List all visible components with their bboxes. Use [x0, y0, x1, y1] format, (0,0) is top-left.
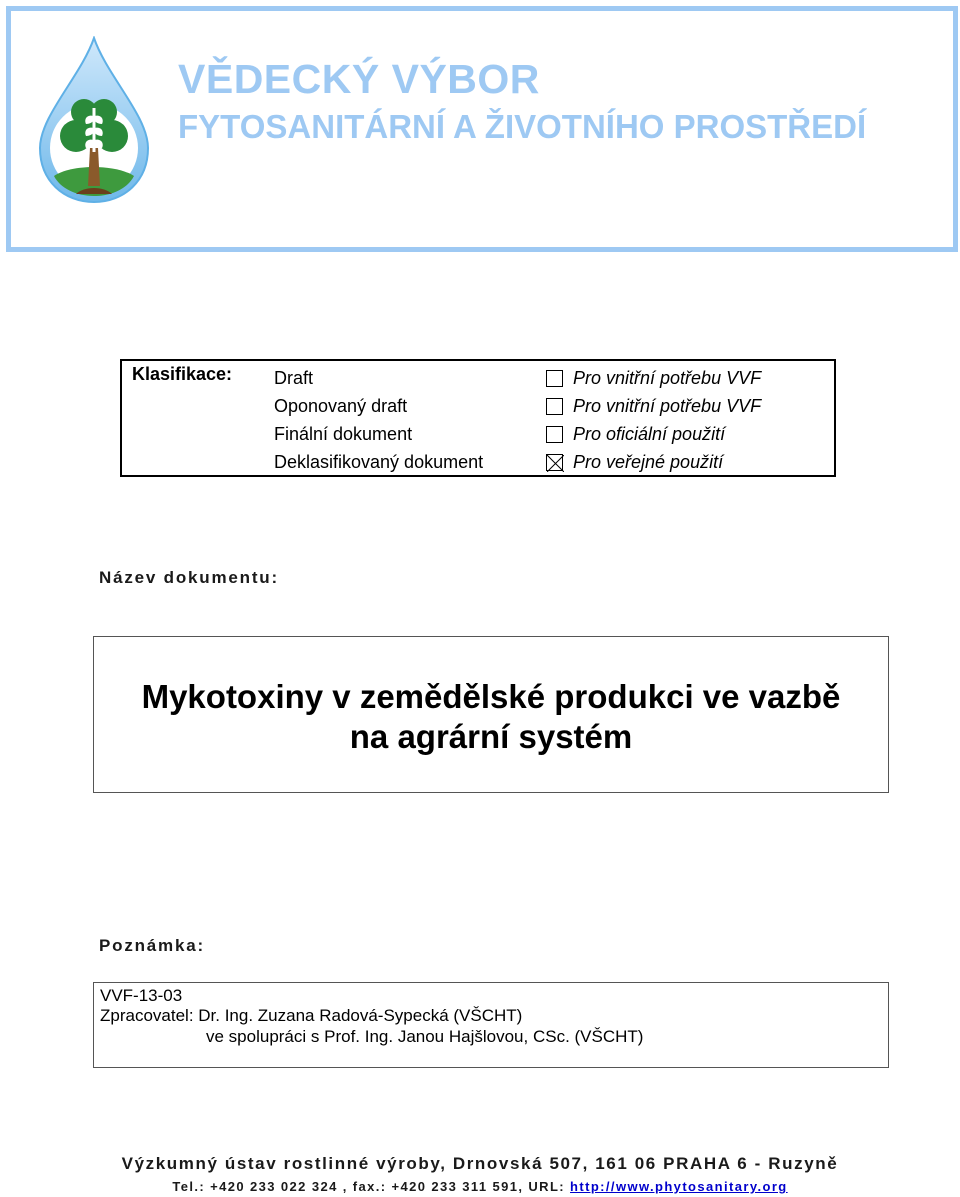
classification-level: Draft	[274, 368, 314, 388]
checkbox[interactable]	[546, 426, 563, 443]
contact-text: Tel.: +420 233 022 324 , fax.: +420 233 311 591, URL:	[172, 1179, 571, 1194]
usage-option[interactable]	[546, 392, 761, 420]
contact-line	[0, 1179, 960, 1194]
checkbox[interactable]	[546, 370, 563, 387]
committee-subtitle: FYTOSANITÁRNÍ A ŽIVOTNÍHO PROSTŘEDÍ	[178, 108, 867, 145]
document-title-line: Mykotoxiny v zemědělské produkci ve vazbě	[141, 678, 841, 715]
classification-level: Oponovaný draft	[274, 396, 408, 416]
water-drop-tree-logo	[36, 36, 152, 206]
note-box	[93, 982, 889, 1068]
document-name-label: Název dokumentu:	[99, 568, 279, 587]
usage-label: Pro vnitřní potřebu VVF	[573, 368, 762, 388]
note-label: Poznámka:	[99, 936, 205, 955]
classification-box	[120, 359, 836, 477]
usage-option[interactable]	[546, 420, 761, 448]
institute-address: Výzkumný ústav rostlinné výroby, Drnovská 507, 161 06 PRAHA 6 - Ruzyně	[121, 1154, 839, 1173]
checkbox[interactable]	[546, 398, 563, 415]
classification-levels	[274, 364, 483, 476]
author-line: Zpracovatel: Dr. Ing. Zuzana Radová-Sypecká (VŠCHT)	[100, 1006, 523, 1025]
document-title	[94, 677, 888, 757]
usage-label: Pro veřejné použití	[573, 452, 724, 472]
cross-icon	[547, 455, 564, 472]
usage-option[interactable]	[546, 364, 761, 392]
checkbox-checked[interactable]	[546, 454, 563, 471]
usage-label: Pro oficiální použití	[573, 424, 726, 444]
document-title-line: na agrární systém	[349, 718, 633, 755]
usage-options	[546, 364, 761, 476]
committee-title: VĚDECKÝ VÝBOR	[178, 56, 540, 102]
usage-option[interactable]	[546, 448, 761, 476]
document-title-box	[93, 636, 889, 793]
usage-label: Pro vnitřní potřebu VVF	[573, 396, 762, 416]
classification-level: Finální dokument	[274, 424, 413, 444]
document-code: VVF-13-03	[100, 986, 183, 1005]
classification-label: Klasifikace:	[132, 364, 233, 384]
website-link[interactable]: http://www.phytosanitary.org	[570, 1179, 788, 1194]
classification-level: Deklasifikovaný dokument	[274, 452, 484, 472]
collaboration-line: ve spolupráci s Prof. Ing. Janou Hajšlovou, CSc. (VŠCHT)	[206, 1027, 644, 1046]
